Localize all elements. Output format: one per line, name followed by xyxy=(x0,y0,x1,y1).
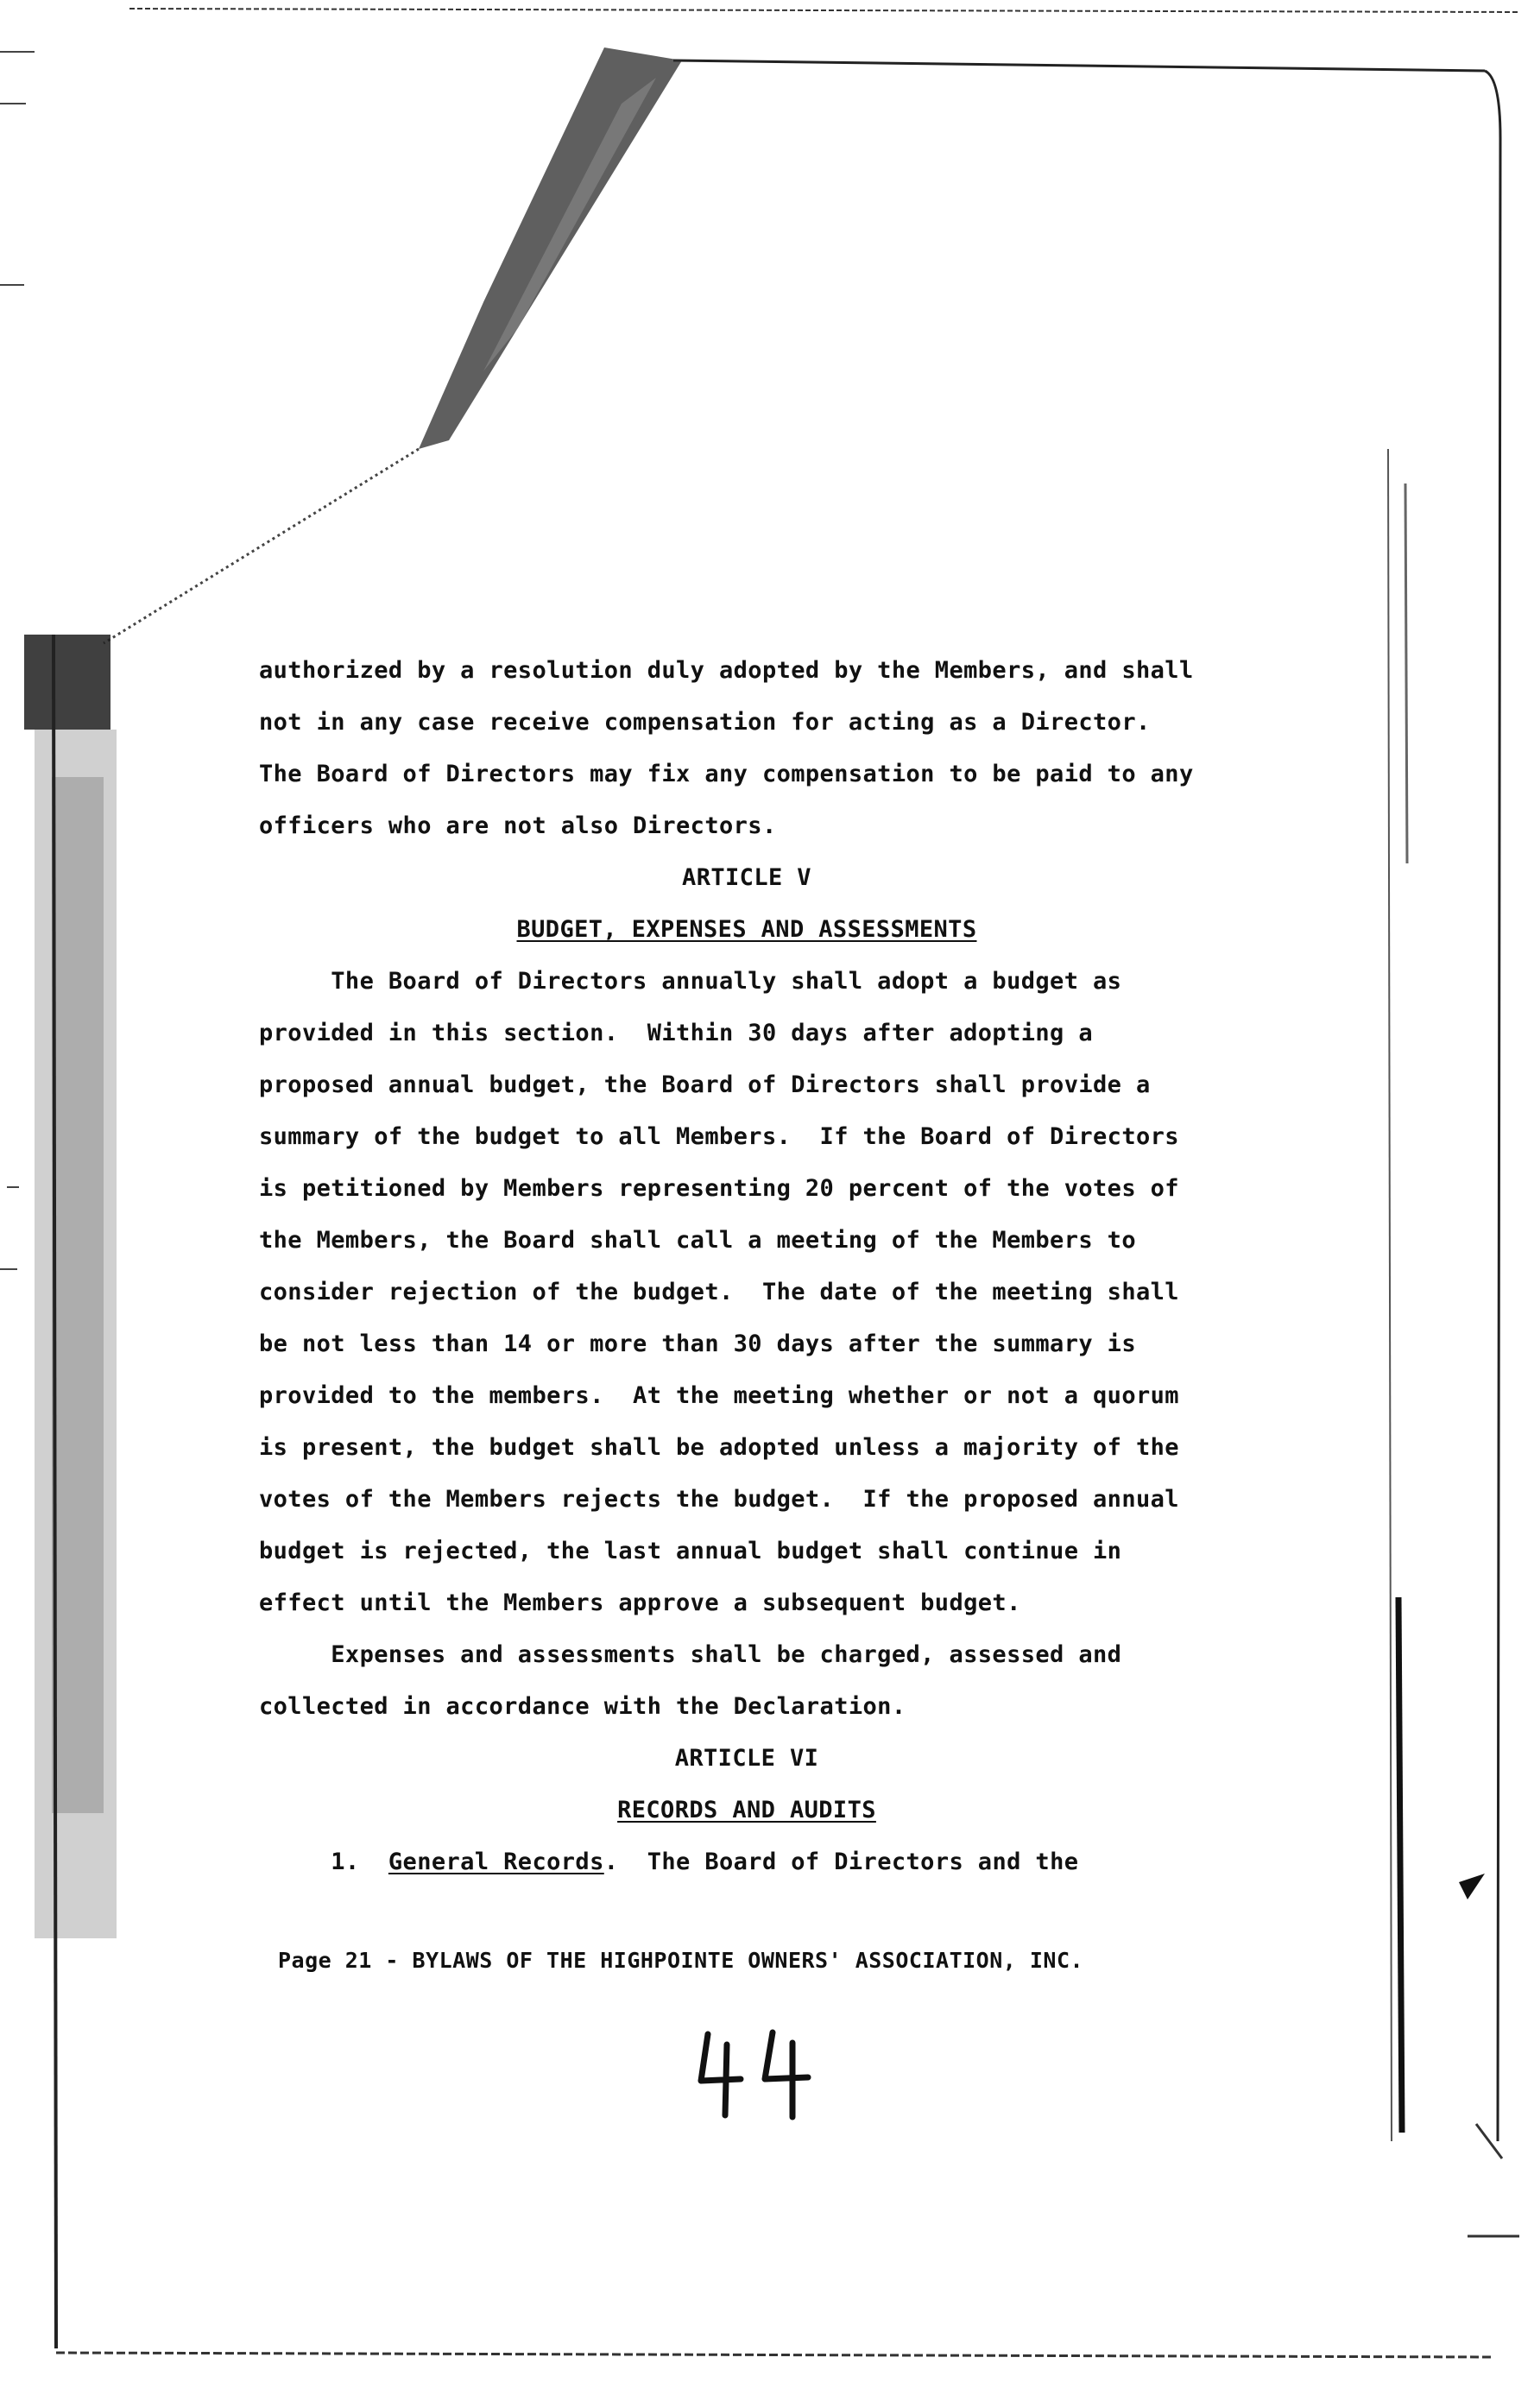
paragraph-line: The Board of Directors may fix any compensation to be paid to any xyxy=(259,761,1194,787)
paragraph-line: be not less than 14 or more than 30 days after the summary is xyxy=(259,1330,1136,1357)
article-5-heading: ARTICLE V xyxy=(682,864,811,891)
bottom-page-edge xyxy=(56,2353,1493,2357)
paragraph-line: is present, the budget shall be adopted unless a majority of the xyxy=(259,1434,1179,1461)
paragraph-line: not in any case receive compensation for acting as a Director. xyxy=(259,709,1151,736)
paragraph-line: budget is rejected, the last annual budget shall continue in xyxy=(259,1538,1122,1564)
right-margin-pointer xyxy=(1459,1874,1485,1899)
item-title: General Records xyxy=(388,1849,604,1875)
right-page-edge xyxy=(1485,71,1500,2141)
right-binding-line-2 xyxy=(1405,483,1407,863)
paragraph-line: votes of the Members rejects the budget. If the proposed annual xyxy=(259,1486,1179,1513)
right-binding-line-dark xyxy=(1398,1597,1402,2133)
paragraph-line: provided in this section. Within 30 days after adopting a xyxy=(259,1020,1094,1046)
paragraph-line: authorized by a resolution duly adopted by the Members, and shall xyxy=(259,657,1194,684)
top-edge-line xyxy=(129,9,1519,12)
article-6-title: RECORDS AND AUDITS xyxy=(617,1797,876,1823)
item-number: 1. xyxy=(259,1849,388,1875)
handwritten-page-number xyxy=(691,2027,820,2122)
article-6-heading: ARTICLE VI xyxy=(674,1745,819,1772)
paragraph-line: The Board of Directors annually shall adopt a budget as xyxy=(259,968,1122,995)
paragraph-line: Expenses and assessments shall be charged, assessed and xyxy=(259,1641,1122,1668)
paragraph-line: is petitioned by Members representing 20 percent of the votes of xyxy=(259,1175,1179,1202)
article-5-title: BUDGET, EXPENSES AND ASSESSMENTS xyxy=(516,916,977,943)
paragraph-line: the Members, the Board shall call a meeting of the Members to xyxy=(259,1227,1136,1254)
paragraph-line: effect until the Members approve a subsequent budget. xyxy=(259,1590,1021,1616)
left-binding-strip-inner xyxy=(52,777,104,1813)
item-text: . The Board of Directors and the xyxy=(603,1849,1079,1875)
paragraph-line: officers who are not also Directors. xyxy=(259,812,777,839)
fold-line xyxy=(104,449,419,643)
paragraph-line: summary of the budget to all Members. If the Board of Directors xyxy=(259,1123,1179,1150)
top-inner-line xyxy=(673,60,1485,71)
paragraph-line: consider rejection of the budget. The date of the meeting shall xyxy=(259,1279,1179,1305)
article-6-item-1 xyxy=(259,1848,1078,1877)
right-binding-line xyxy=(1388,449,1392,2141)
left-binding-dark xyxy=(24,635,110,730)
paragraph-line: proposed annual budget, the Board of Directors shall provide a xyxy=(259,1071,1151,1098)
paragraph-line: collected in accordance with the Declaration. xyxy=(259,1693,906,1720)
page-footer: Page 21 - BYLAWS OF THE HIGHPOINTE OWNERS' ASSOCIATION, INC. xyxy=(278,1948,1084,1973)
paragraph-line: provided to the members. At the meeting whether or not a quorum xyxy=(259,1382,1179,1409)
